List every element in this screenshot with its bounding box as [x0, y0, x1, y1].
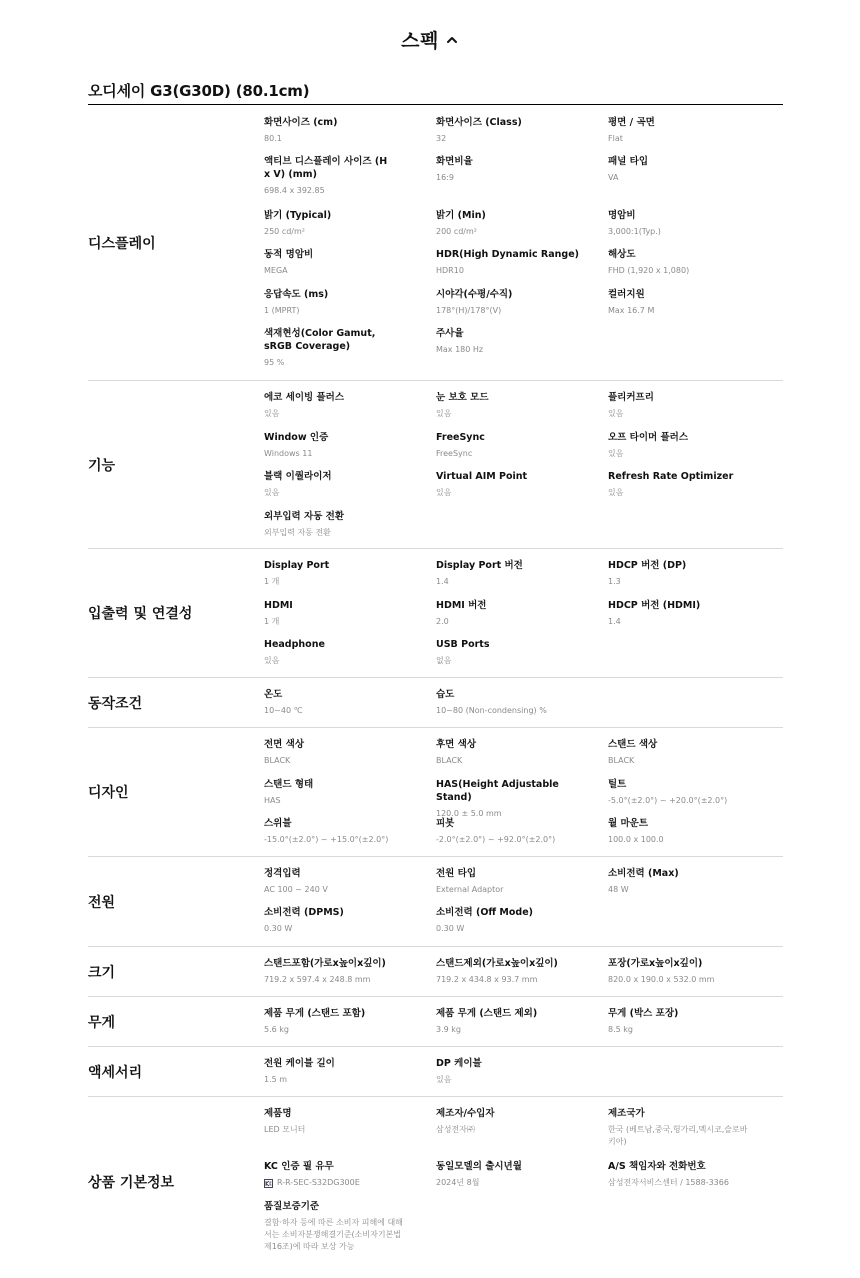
spec-label: 스탠드 형태 — [264, 779, 314, 790]
spec-label: 스탠드포함(가로x높이x깊이) — [264, 958, 386, 969]
spec-label: FreeSync — [436, 432, 485, 443]
spec-item — [264, 1007, 424, 1036]
spec-label: 제조자/수입자 — [436, 1108, 495, 1119]
section-title: 크기 — [88, 964, 116, 981]
spec-label: 전원 타입 — [436, 868, 477, 879]
spec-item — [264, 1200, 404, 1253]
spec-label: 패널 타입 — [608, 156, 649, 167]
spec-value: 48 W — [608, 885, 629, 894]
spec-item — [436, 817, 596, 846]
spec-label: Display Port — [264, 560, 330, 571]
spec-value: -2.0°(±2.0°) ~ +92.0°(±2.0°) — [436, 835, 556, 844]
spec-label: Display Port 버전 — [436, 560, 523, 571]
spec-label: Headphone — [264, 639, 325, 650]
spec-item — [436, 248, 596, 277]
spec-value: Windows 11 — [264, 449, 313, 458]
spec-value: 있음 — [436, 488, 452, 497]
spec-item — [264, 510, 424, 539]
spec-item — [436, 116, 596, 145]
spec-label: A/S 책임자와 전화번호 — [608, 1161, 706, 1172]
spec-label: 정격입력 — [264, 868, 301, 879]
section-title: 디스플레이 — [88, 235, 156, 252]
spec-label: 소비전력 (Max) — [608, 868, 679, 879]
spec-label: Refresh Rate Optimizer — [608, 471, 734, 482]
spec-value: 1 개 — [264, 577, 280, 586]
spec-item — [608, 431, 768, 460]
spec-label: 습도 — [436, 689, 455, 700]
spec-value: 1.4 — [436, 577, 449, 586]
spec-item — [264, 155, 394, 197]
spec-item — [608, 817, 768, 846]
spec-item — [264, 906, 424, 935]
spec-value: BLACK — [264, 756, 291, 765]
spec-value: 2.0 — [436, 617, 449, 626]
spec-value: HDR10 — [436, 266, 464, 275]
spec-value: 있음 — [436, 409, 452, 418]
spec-label: 화면비율 — [436, 156, 473, 167]
spec-item — [608, 288, 768, 317]
spec-value: 1.4 — [608, 617, 621, 626]
spec-value: 200 cd/m² — [436, 227, 477, 236]
spec-label: 제품 무게 (스탠드 제외) — [436, 1008, 538, 1019]
spec-value: Max 16.7 M — [608, 306, 655, 315]
kc-cert-row — [264, 1177, 424, 1189]
section-title: 디자인 — [88, 785, 129, 801]
spec-item — [264, 327, 404, 369]
section-accessory — [88, 1047, 783, 1097]
spec-item — [264, 1107, 424, 1136]
spec-value: 1 개 — [264, 617, 280, 626]
spec-value: 있음 — [264, 656, 280, 665]
spec-toggle-button[interactable] — [401, 26, 459, 53]
spec-label: 동적 명암비 — [264, 249, 314, 260]
spec-label: 밝기 (Typical) — [264, 210, 332, 221]
spec-item — [436, 327, 596, 356]
spec-value: 한국 (베트남,중국,헝가리,멕시코,슬로바키아) — [608, 1125, 748, 1146]
section-io — [88, 549, 783, 678]
spec-value: 결함·하자 등에 따른 소비자 피해에 대해서는 소비자분쟁해결기준(소비자기본법 제16조)에 따라 보상 가능 — [264, 1218, 403, 1251]
spec-label: 온도 — [264, 689, 283, 700]
spec-item — [436, 559, 596, 588]
spec-label: USB Ports — [436, 639, 490, 650]
spec-item — [608, 155, 768, 184]
spec-item — [436, 155, 596, 184]
spec-item — [436, 431, 596, 460]
spec-item — [436, 470, 596, 499]
spec-value: 있음 — [608, 409, 624, 418]
spec-item — [608, 209, 768, 238]
spec-value: 820.0 x 190.0 x 532.0 mm — [608, 975, 715, 984]
spec-item — [436, 738, 596, 767]
spec-item — [264, 470, 424, 499]
spec-item — [608, 1107, 748, 1148]
spec-label: 스위블 — [264, 818, 292, 829]
spec-label: 품질보증기준 — [264, 1201, 320, 1212]
spec-item — [436, 1057, 596, 1086]
spec-label: 해상도 — [608, 249, 636, 260]
spec-item — [608, 116, 768, 145]
spec-item — [608, 1160, 768, 1189]
section-features — [88, 381, 783, 549]
spec-value: 삼성전자서비스센터 / 1588-3366 — [608, 1178, 729, 1187]
spec-item — [608, 391, 768, 420]
spec-item — [264, 209, 424, 238]
spec-label: KC 인증 필 유무 — [264, 1161, 334, 1172]
spec-value: 3.9 kg — [436, 1025, 461, 1034]
spec-label: 에코 세이빙 플러스 — [264, 392, 345, 403]
section-title: 액세서리 — [88, 1064, 143, 1081]
spec-item — [436, 867, 596, 896]
spec-label: 전면 색상 — [264, 739, 305, 750]
spec-label: 전원 케이블 길이 — [264, 1058, 335, 1069]
spec-value: AC 100 ~ 240 V — [264, 885, 328, 894]
section-title: 기능 — [88, 457, 116, 474]
spec-value: 0.30 W — [436, 924, 465, 933]
spec-label: 주사율 — [436, 328, 464, 339]
spec-label: HAS(Height Adjustable Stand) — [436, 779, 559, 803]
spec-label: HDMI 버전 — [436, 600, 487, 611]
spec-label: 오프 타이머 플러스 — [608, 432, 689, 443]
spec-value: 5.6 kg — [264, 1025, 289, 1034]
spec-label: 응답속도 (ms) — [264, 289, 329, 300]
spec-label: 플리커프리 — [608, 392, 654, 403]
spec-value: FHD (1,920 x 1,080) — [608, 266, 690, 275]
spec-value: 719.2 x 434.8 x 93.7 mm — [436, 975, 538, 984]
section-title: 상품 기본정보 — [88, 1175, 175, 1191]
spec-item — [436, 1007, 596, 1036]
spec-label: 평면 / 곡면 — [608, 117, 655, 128]
spec-item — [436, 688, 596, 717]
spec-value: 있음 — [608, 488, 624, 497]
spec-sections — [88, 105, 783, 1267]
spec-label: 스탠드제외(가로x높이x깊이) — [436, 958, 558, 969]
spec-item — [436, 288, 596, 317]
section-weight — [88, 997, 783, 1047]
section-size — [88, 947, 783, 997]
spec-label: 제조국가 — [608, 1108, 645, 1119]
section-title: 무게 — [88, 1014, 116, 1031]
section-title: 전원 — [88, 894, 116, 911]
spec-item — [264, 778, 424, 807]
spec-value: External Adaptor — [436, 885, 504, 894]
spec-item — [608, 470, 768, 499]
spec-item — [264, 431, 424, 460]
spec-item — [436, 1160, 596, 1189]
spec-value: 2024년 8월 — [436, 1178, 480, 1187]
spec-value: 있음 — [608, 449, 624, 458]
spec-item — [608, 957, 768, 986]
spec-value: 있음 — [436, 1075, 452, 1084]
spec-item — [264, 288, 424, 317]
spec-item — [264, 116, 424, 145]
spec-value: R-R-SEC-S32DG300E — [277, 1178, 360, 1187]
section-operating — [88, 678, 783, 728]
spec-value: 있음 — [264, 488, 280, 497]
spec-value: BLACK — [608, 756, 635, 765]
spec-label: 화면사이즈 (cm) — [264, 117, 338, 128]
spec-value: VA — [608, 173, 619, 182]
spec-item — [608, 559, 768, 588]
spec-item — [608, 599, 768, 628]
spec-value: 10~40 ℃ — [264, 706, 303, 715]
spec-label: HDCP 버전 (HDMI) — [608, 600, 701, 611]
spec-value: 8.5 kg — [608, 1025, 633, 1034]
spec-item — [436, 599, 596, 628]
spec-item — [436, 957, 596, 986]
spec-item — [264, 391, 424, 420]
spec-label: 명암비 — [608, 210, 636, 221]
spec-label: 블랙 이퀄라이저 — [264, 471, 332, 482]
spec-label: HDMI — [264, 600, 293, 611]
spec-value: FreeSync — [436, 449, 473, 458]
spec-value: 없음 — [436, 656, 452, 665]
spec-item — [264, 599, 424, 628]
spec-value: 32 — [436, 134, 447, 143]
spec-value: Max 180 Hz — [436, 345, 484, 354]
spec-item — [608, 248, 768, 277]
spec-label: 동일모델의 출시년월 — [436, 1161, 522, 1172]
spec-item — [436, 638, 596, 667]
spec-item — [436, 1107, 596, 1136]
spec-item — [264, 738, 424, 767]
section-power — [88, 857, 783, 947]
spec-item — [436, 209, 596, 238]
spec-item — [264, 248, 424, 277]
section-title: 동작조건 — [88, 695, 143, 712]
chevron-up-icon — [445, 33, 459, 47]
spec-value: BLACK — [436, 756, 463, 765]
spec-item — [436, 391, 596, 420]
spec-value: 1.3 — [608, 577, 621, 586]
spec-value: 95 % — [264, 358, 285, 367]
spec-header — [0, 26, 860, 53]
spec-label: 컬러지원 — [608, 289, 645, 300]
spec-label: 제품 무게 (스탠드 포함) — [264, 1008, 366, 1019]
spec-label: 포장(가로x높이x깊이) — [608, 958, 703, 969]
spec-label: 외부입력 자동 전환 — [264, 511, 345, 522]
section-title: 입출력 및 연결성 — [88, 606, 193, 622]
spec-label: 소비전력 (Off Mode) — [436, 907, 534, 918]
spec-label: 피봇 — [436, 818, 455, 829]
spec-value: 1 (MPRT) — [264, 306, 300, 315]
kc-certification-icon — [264, 1179, 273, 1188]
spec-value: 120.0 ± 5.0 mm — [436, 809, 502, 818]
spec-label: Virtual AIM Point — [436, 471, 528, 482]
spec-value: MEGA — [264, 266, 288, 275]
spec-value: 698.4 x 392.85 — [264, 186, 325, 195]
section-display — [88, 105, 783, 381]
spec-item — [608, 867, 768, 896]
spec-label: 제품명 — [264, 1108, 292, 1119]
model-name: 오디세이 G3(G30D) (80.1cm) — [88, 82, 310, 100]
spec-label: 화면사이즈 (Class) — [436, 117, 522, 128]
spec-value: 삼성전자㈜ — [436, 1125, 475, 1134]
spec-item — [264, 688, 424, 717]
spec-item — [264, 638, 424, 667]
spec-item — [264, 1057, 424, 1086]
spec-item — [264, 559, 424, 588]
spec-item — [264, 817, 424, 846]
spec-label: 틸트 — [608, 779, 627, 790]
spec-label: 시야각(수평/수직) — [436, 289, 513, 300]
spec-label: 밝기 (Min) — [436, 210, 486, 221]
spec-title: 스펙 — [401, 30, 439, 52]
spec-item — [436, 906, 596, 935]
spec-value: 3,000:1(Typ.) — [608, 227, 661, 236]
section-basic-info — [88, 1097, 783, 1267]
spec-value: 250 cd/m² — [264, 227, 305, 236]
spec-label: 눈 보호 모드 — [436, 392, 489, 403]
spec-label: 소비전력 (DPMS) — [264, 907, 344, 918]
spec-item — [264, 1160, 424, 1189]
section-design — [88, 728, 783, 857]
spec-value: -5.0°(±2.0°) ~ +20.0°(±2.0°) — [608, 796, 728, 805]
spec-label: 스탠드 색상 — [608, 739, 658, 750]
spec-label: DP 케이블 — [436, 1058, 482, 1069]
spec-item — [264, 957, 424, 986]
spec-value: 16:9 — [436, 173, 454, 182]
spec-item — [608, 738, 768, 767]
spec-item — [264, 867, 424, 896]
spec-label: HDR(High Dynamic Range) — [436, 249, 579, 260]
spec-value: LED 모니터 — [264, 1125, 306, 1134]
spec-label: 액티브 디스플레이 사이즈 (H x V) (mm) — [264, 156, 388, 180]
spec-item — [608, 1007, 768, 1036]
spec-value: 80.1 — [264, 134, 282, 143]
spec-value: Flat — [608, 134, 623, 143]
spec-label: 무게 (박스 포장) — [608, 1008, 679, 1019]
spec-value: 178°(H)/178°(V) — [436, 306, 502, 315]
spec-value: 719.2 x 597.4 x 248.8 mm — [264, 975, 371, 984]
spec-item — [608, 778, 768, 807]
spec-value: -15.0°(±2.0°) ~ +15.0°(±2.0°) — [264, 835, 389, 844]
spec-item — [436, 778, 596, 820]
spec-label: Window 인증 — [264, 432, 329, 443]
spec-label: HDCP 버전 (DP) — [608, 560, 687, 571]
spec-label: 월 마운트 — [608, 818, 649, 829]
spec-value: 있음 — [264, 409, 280, 418]
spec-value: 0.30 W — [264, 924, 293, 933]
spec-value: 외부입력 자동 전환 — [264, 528, 331, 537]
spec-value: 100.0 x 100.0 — [608, 835, 664, 844]
spec-value: 1.5 m — [264, 1075, 288, 1084]
spec-label: 후면 색상 — [436, 739, 477, 750]
spec-value: HAS — [264, 796, 281, 805]
spec-value: 10~80 (Non-condensing) % — [436, 706, 547, 715]
spec-label: 색재현성(Color Gamut, sRGB Coverage) — [264, 328, 376, 352]
